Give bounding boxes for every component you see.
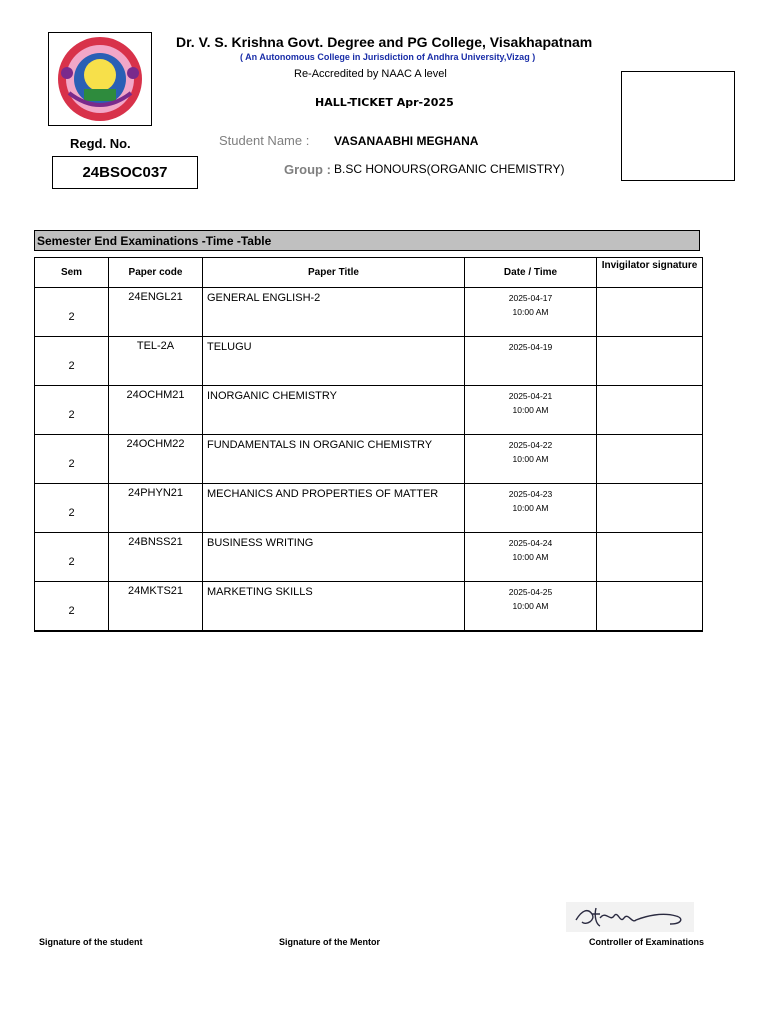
sem-cell: 2 (35, 582, 109, 632)
invigilator-signature-cell (597, 386, 703, 435)
sem-cell: 2 (35, 337, 109, 386)
col-invigilator: Invigilator signature (597, 258, 703, 288)
table-row (35, 386, 703, 435)
table-row (35, 533, 703, 582)
college-name: Dr. V. S. Krishna Govt. Degree and PG College, Visakhapatnam (176, 34, 593, 50)
paper-code-cell: 24BNSS21 (109, 533, 203, 582)
exam-date: 2025-04-21 (508, 391, 553, 401)
regd-label: Regd. No. (70, 136, 131, 151)
invigilator-signature-cell (597, 484, 703, 533)
exam-date: 2025-04-23 (508, 489, 553, 499)
college-logo (48, 32, 152, 126)
invigilator-signature-cell (597, 337, 703, 386)
exam-time: 10:00 AM (512, 307, 549, 317)
invigilator-signature-cell (597, 288, 703, 337)
student-signature-label: Signature of the student (39, 937, 143, 947)
date-time-cell (465, 386, 597, 435)
student-name-label: Student Name : (219, 133, 310, 148)
col-date-time: Date / Time (465, 258, 597, 288)
sem-cell: 2 (35, 484, 109, 533)
date-time-cell (465, 435, 597, 484)
invigilator-signature-cell (597, 435, 703, 484)
controller-signature-image (566, 902, 694, 932)
table-row (35, 337, 703, 386)
exam-date: 2025-04-19 (508, 342, 553, 352)
table-row (35, 484, 703, 533)
table-row (35, 582, 703, 632)
sem-cell: 2 (35, 435, 109, 484)
accreditation: Re-Accredited by NAAC A level (294, 68, 447, 80)
paper-code-cell: 24OCHM21 (109, 386, 203, 435)
date-time-cell (465, 582, 597, 632)
paper-code-cell: 24MKTS21 (109, 582, 203, 632)
sem-cell: 2 (35, 533, 109, 582)
paper-code-cell: 24OCHM22 (109, 435, 203, 484)
exam-time: 10:00 AM (512, 552, 549, 562)
exam-time: 10:00 AM (512, 405, 549, 415)
regd-number: 24BSOC037 (52, 156, 198, 189)
exam-time: 10:00 AM (512, 503, 549, 513)
date-time-cell (465, 533, 597, 582)
date-time-cell (465, 484, 597, 533)
exam-date: 2025-04-22 (508, 440, 553, 450)
exam-date: 2025-04-25 (508, 587, 553, 597)
invigilator-signature-cell (597, 582, 703, 632)
hall-ticket-title: HALL-TICKET Apr-2025 (315, 96, 454, 109)
table-row (35, 288, 703, 337)
paper-title-cell: MECHANICS AND PROPERTIES OF MATTER (203, 484, 465, 533)
college-emblem-icon (49, 33, 151, 125)
paper-title-cell: TELUGU (203, 337, 465, 386)
photo-box (621, 71, 735, 181)
table-header-row (35, 258, 703, 288)
date-time-cell (465, 288, 597, 337)
table-row (35, 435, 703, 484)
col-paper-code: Paper code (109, 258, 203, 288)
date-time-cell (465, 337, 597, 386)
paper-title-cell: GENERAL ENGLISH-2 (203, 288, 465, 337)
paper-title-cell: FUNDAMENTALS IN ORGANIC CHEMISTRY (203, 435, 465, 484)
handwritten-signature-icon (566, 902, 694, 932)
paper-title-cell: INORGANIC CHEMISTRY (203, 386, 465, 435)
exam-date: 2025-04-24 (508, 538, 553, 548)
col-sem: Sem (35, 258, 109, 288)
student-name: VASANAABHI MEGHANA (334, 134, 479, 148)
exam-date: 2025-04-17 (508, 293, 553, 303)
group-label: Group : (284, 162, 331, 177)
paper-code-cell: TEL-2A (109, 337, 203, 386)
controller-label: Controller of Examinations (589, 937, 705, 947)
timetable (34, 257, 703, 632)
sem-cell: 2 (35, 386, 109, 435)
col-paper-title: Paper Title (203, 258, 465, 288)
paper-title-cell: MARKETING SKILLS (203, 582, 465, 632)
paper-code-cell: 24PHYN21 (109, 484, 203, 533)
paper-title-cell: BUSINESS WRITING (203, 533, 465, 582)
exam-time: 10:00 AM (512, 454, 549, 464)
sem-cell: 2 (35, 288, 109, 337)
paper-code-cell: 24ENGL21 (109, 288, 203, 337)
timetable-heading: Semester End Examinations -Time -Table (34, 230, 700, 251)
invigilator-signature-cell (597, 533, 703, 582)
autonomous-note: ( An Autonomous College in Jurisdiction of Andhra University,Vizag ) (240, 52, 536, 62)
mentor-signature-label: Signature of the Mentor (279, 937, 380, 947)
exam-time: 10:00 AM (512, 601, 549, 611)
group-value: B.SC HONOURS(ORGANIC CHEMISTRY) (334, 162, 565, 176)
